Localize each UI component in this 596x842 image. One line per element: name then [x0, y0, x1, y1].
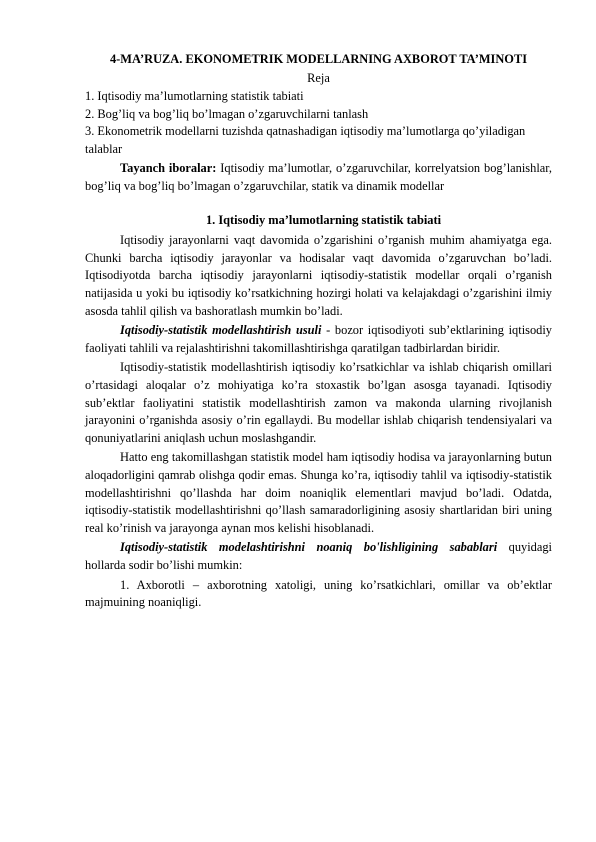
- keywords-paragraph: [85, 160, 552, 195]
- plan-item-2: 2. Bog’liq va bog’liq bo’lmagan o’zgaruvchilarni tanlash: [85, 106, 369, 121]
- plan-item-1: 1. Iqtisodiy ma’lumotlarning statistik tabiati: [85, 89, 304, 104]
- keywords-text: Iqtisodiy ma’lumotlar, o’zgaruvchilar, korrelyatsion bog’lanishlar, bog’liq va bog’liq bo’lmagan o’zgaruvchilar, statik va dinamik modellar: [85, 161, 552, 194]
- paragraph-5: [85, 539, 552, 574]
- term-modelling-method: Iqtisodiy-statistik modellashtirish usuli: [120, 323, 322, 338]
- section-heading: 1. Iqtisodiy ma’lumotlarning statistik tabiati: [205, 212, 442, 227]
- paragraph-6: 1. Axborotli – axborotning xatoligi, uning ko’rsatkichlari, omillar va ob’ektlar majmuining noaniqligi.: [85, 577, 552, 610]
- paragraph-4: Hatto eng takomillashgan statistik model ham iqtisodiy hodisa va jarayonlarning butun aloqadorligini qamrab olishga qodir emas. Shunga ko’ra, iqtisodiy tahlil va iqtisodiy-statistik modellashtirishni qo’llashda har doim noaniqlik elementlari mavjud bo’ladi. Odatda, iqtisodiy-statistik modellashtirishni qo’llash samaradorligining asosiy shartlaridan biri uning real ko’rinish va jarayonga aynan mos kelishi hisoblanadi.: [85, 450, 552, 535]
- paragraph-1: Iqtisodiy jarayonlarni vaqt davomida o’zgarishini o’rganish muhim ahamiyatga ega. Chunki barcha iqtisodiy jarayonlar va hodisalar vaqt davomida o’zgaruvchan bo’ladi. Iqtisodiyotda barcha iqtisodiy jarayonlarni iqtisodiy-statistik modellar orqali o’rganish natijasida u yoki bu iqtisodiy ko’rsatkichning hozirgi holati va kelajakdagi o’zgarishini ilmiy asosda tahlil qilish va bashoratlash mumkin bo’ladi.: [85, 233, 552, 318]
- keywords-label: Tayanch iboralar:: [120, 161, 217, 176]
- plan-item-3: 3. Ekonometrik modellarni tuzishda qatnashadigan iqtisodiy ma’lumotlarga qo’yiladigan talablar: [85, 124, 526, 156]
- plan-heading: Reja: [307, 70, 330, 85]
- paragraph-2: [85, 322, 552, 357]
- paragraph-2-text: - bozor iqtisodiyoti sub’ektlarining iqtisodiy faoliyati tahlili va rejalashtirishni takomillashtirishga qaratilgan tadbirlardan biridir.: [85, 323, 552, 355]
- lecture-title: 4-MA’RUZA. EKONOMETRIK MODELLARNING AXBOROT TA’MINOTI: [109, 52, 528, 66]
- paragraph-3: Iqtisodiy-statistik modellashtirish iqtisodiy ko’rsatkichlar va ishlab chiqarish omillari o’rtasidagi aloqalar o’z mohiyatiga ko’ra stoxastik bo’lgan asosga tayanadi. Iqtisodiy sub’ektlar faoliyatini statistik modellashtirish zamon va makonda ularning rivojlanish jarayonini o’rganishda asosiy o’rin egallaydi. Bu modellar ishlab chiqarish tendensiyalari va qonuniyatlarini aniqlash uchun moslashgandir.: [85, 360, 552, 445]
- document-page: [85, 52, 552, 614]
- paragraph-5-text: quyidagi hollarda sodir bo’lishi mumkin:: [85, 540, 552, 572]
- term-uncertainty-causes: Iqtisodiy-statistik modelashtirishni noaniq bo'lishligining sabablari: [120, 540, 498, 555]
